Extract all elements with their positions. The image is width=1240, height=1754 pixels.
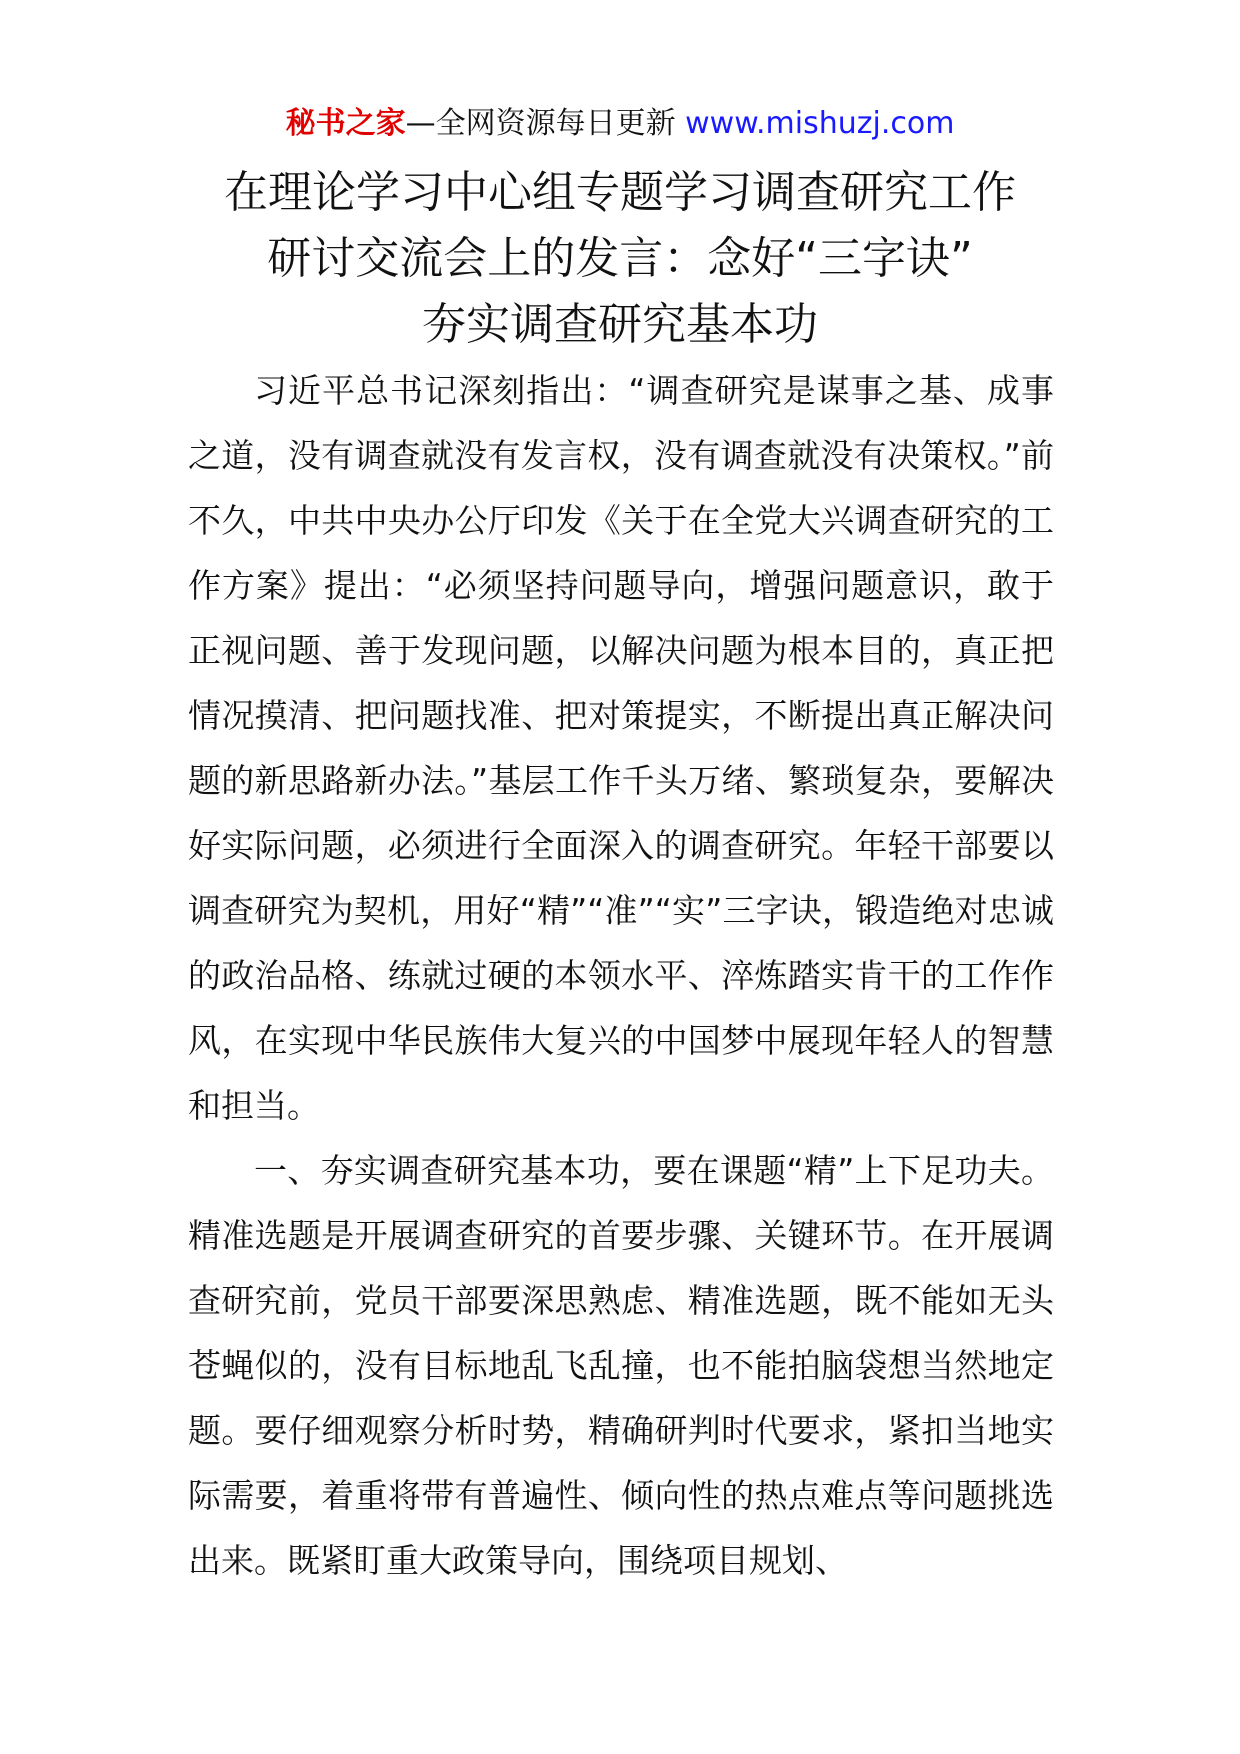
body-paragraph-intro: 习近平总书记深刻指出：“调查研究是谋事之基、成事之道，没有调查就没有发言权，没有调查就没有决策权。”前不久，中共中央办公厅印发《关于在全党大兴调查研究的工作方案》提出：“必须坚持问题导向，增强问题意识，敢于正视问题、善于发现问题，以解决问题为根本目的，真正把情况摸清、把问题找准、把对策提实，不断提出真正解决问题的新思路新办法。”基层工作千头万绪、繁琐复杂，要解决好实际问题，必须进行全面深入的调查研究。年轻干部要以调查研究为契机，用好“精”“准”“实”三字诀，锻造绝对忠诚的政治品格、练就过硬的本领水平、淬炼踏实肯干的工作作风，在实现中华民族伟大复兴的中国梦中展现年轻人的智慧和担当。 bbox=[188, 371, 1054, 1125]
site-url-link[interactable]: www.mishuzj.com bbox=[685, 106, 955, 141]
title-line-2: 研讨交流会上的发言：念好“三字诀” bbox=[267, 233, 973, 284]
title-line-1: 在理论学习中心组专题学习调查研究工作 bbox=[224, 167, 1016, 218]
site-header bbox=[0, 102, 1240, 146]
document-title bbox=[150, 160, 1090, 358]
title-line-3: 夯实调查研究基本功 bbox=[422, 299, 818, 350]
body-paragraph-section-1: 一、夯实调查研究基本功，要在课题“精”上下足功夫。精准选题是开展调查研究的首要步骤、关键环节。在开展调查研究前，党员干部要深思熟虑、精准选题，既不能如无头苍蝇似的，没有目标地乱飞乱撞，也不能拍脑袋想当然地定题。要仔细观察分析时势，精确研判时代要求，紧扣当地实际需要，着重将带有普遍性、倾向性的热点难点等问题挑选出来。既紧盯重大政策导向，围绕项目规划、 bbox=[188, 1151, 1054, 1580]
brand-name: 秘书之家 bbox=[285, 106, 406, 141]
document-body bbox=[188, 358, 1054, 1593]
site-tagline: —全网资源每日更新 bbox=[405, 106, 686, 141]
